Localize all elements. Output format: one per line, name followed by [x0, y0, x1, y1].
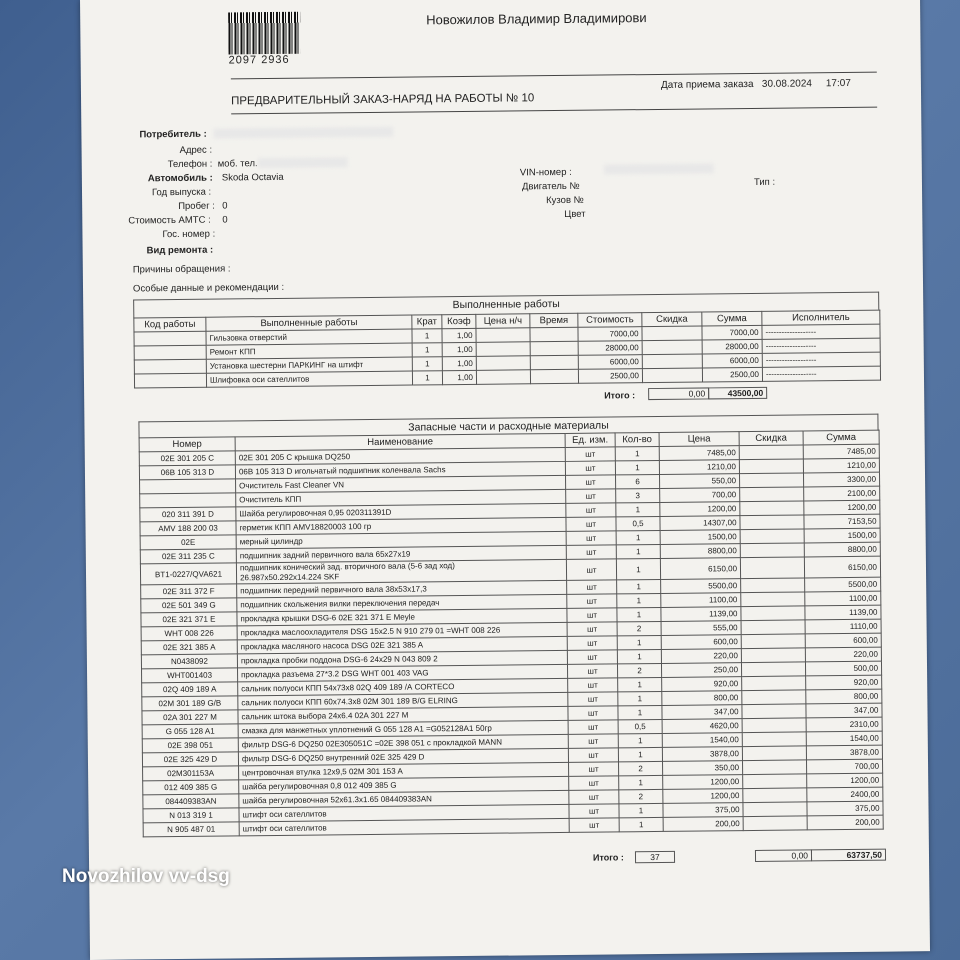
parts-cell-disc — [739, 473, 803, 488]
parts-cell-unit: шт — [569, 818, 619, 833]
parts-cell-qty: 1 — [615, 446, 659, 460]
parts-cell-disc — [741, 648, 805, 663]
works-cell-price — [476, 342, 530, 357]
cost-label: Стоимость АМТС : — [128, 214, 211, 227]
parts-cell-qty: 1 — [619, 775, 663, 789]
parts-cell-price: 375,00 — [663, 803, 743, 818]
parts-cell-price: 1200,00 — [663, 775, 743, 790]
parts-cell-disc — [741, 634, 805, 649]
works-cell-krat: 1 — [412, 329, 442, 343]
col-name: Наименование — [235, 433, 565, 450]
plate-label: Гос. номер : — [162, 228, 216, 241]
parts-total-discount: 0,00 — [755, 849, 812, 862]
col-koef: Коэф — [442, 314, 476, 328]
works-table — [133, 310, 881, 389]
parts-cell-qty: 1 — [617, 607, 661, 621]
barcode-number: 2097 2936 — [228, 53, 290, 67]
parts-cell-price: 600,00 — [661, 635, 741, 650]
parts-total-label: Итого : — [592, 852, 624, 863]
parts-cell-price: 220,00 — [661, 649, 741, 664]
parts-cell-disc — [740, 529, 804, 544]
works-cell-sum: 28000,00 — [702, 339, 762, 354]
parts-cell-num: N 013 319 1 — [143, 808, 239, 823]
works-cell-name: Установка шестерни ПАРКИНГ на штифт — [206, 357, 412, 373]
parts-cell-num: 02A 301 227 M — [142, 710, 238, 725]
parts-cell-qty: 3 — [616, 488, 660, 502]
parts-name-line1: подшипник конический зад. вторичного вала (5-6 зад ход) — [239, 561, 455, 573]
parts-cell-unit: шт — [565, 447, 615, 462]
col-qty: Кол-во — [615, 432, 659, 446]
parts-cell-price: 250,00 — [661, 663, 741, 678]
parts-cell-unit: шт — [566, 503, 616, 518]
parts-cell-price: 1139,00 — [661, 607, 741, 622]
parts-cell-unit: шт — [567, 636, 617, 651]
parts-cell-disc — [741, 578, 805, 593]
watermark-text: Novozhilov vv-dsg — [62, 866, 230, 887]
parts-cell-price: 14307,00 — [660, 516, 740, 531]
parts-cell-unit: шт — [567, 664, 617, 679]
parts-cell-unit: шт — [566, 559, 616, 581]
works-cell-executor: ------------------- — [762, 366, 880, 381]
parts-cell-qty: 1 — [617, 593, 661, 607]
parts-cell-disc — [743, 774, 807, 789]
parts-cell-sum: 375,00 — [807, 801, 883, 816]
parts-cell-sum: 6150,00 — [804, 556, 880, 578]
year-label: Год выпуска : — [151, 186, 212, 199]
parts-cell-sum: 200,00 — [807, 815, 883, 830]
parts-cell-sum: 3300,00 — [803, 472, 879, 487]
parts-cell-qty: 1 — [618, 747, 662, 761]
works-total-sum: 43500,00 — [708, 387, 767, 400]
parts-cell-num: 02E 311 372 F — [141, 584, 237, 599]
parts-name-line2: 26.987х50.292х14.224 SKF — [240, 572, 340, 583]
parts-cell-sum: 220,00 — [805, 647, 881, 662]
time-value: 17:07 — [825, 77, 851, 90]
parts-cell-num: 02M301153A — [143, 766, 239, 781]
works-cell-discount — [642, 340, 702, 355]
phone-label: Телефон : — [167, 158, 213, 171]
parts-cell-num: 020 311 391 D — [140, 507, 236, 522]
parts-table — [139, 430, 884, 838]
parts-cell-price: 7485,00 — [659, 446, 739, 461]
parts-cell-name: 02E 301 205 C крышка DQ250 — [235, 447, 565, 464]
parts-cell-name: прокладка масляного насоса DSG 02E 321 385 A — [237, 636, 567, 653]
parts-cell-price: 920,00 — [662, 677, 742, 692]
works-cell-time — [530, 369, 578, 384]
owner-name: Новожилов Владимир Владимирови — [426, 10, 647, 28]
parts-cell-num: 02E 301 205 C — [139, 451, 235, 466]
parts-cell-price: 200,00 — [663, 817, 743, 832]
parts-cell-sum: 1210,00 — [803, 458, 879, 473]
col-discount: Скидка — [739, 431, 803, 446]
parts-cell-num: 084409383AN — [143, 794, 239, 809]
parts-cell-disc — [742, 676, 806, 691]
parts-cell-unit: шт — [565, 461, 615, 476]
col-discount: Скидка — [642, 312, 702, 327]
parts-cell-name: фильтр DSG-6 DQ250 внутренний 02E 325 429 D — [238, 748, 568, 765]
parts-cell-name: прокладка крышки DSG-6 02E 321 371 E Meyle — [237, 608, 567, 625]
parts-caption: Запасные части и расходные материалы — [138, 414, 878, 439]
parts-cell-disc — [741, 620, 805, 635]
parts-cell-unit: шт — [568, 678, 618, 693]
parts-cell-name: штифт оси сателлитов — [239, 804, 569, 821]
parts-cell-name: прокладка маслоохладителя DSG 15x2.5 N 910 279 01 =WHT 008 226 — [237, 622, 567, 639]
works-cell-price — [476, 356, 530, 371]
works-cell-krat: 1 — [412, 371, 442, 385]
parts-cell-name: смазка для манжетных уплотнений G 055 128 A1 =G052128A1 50гр — [238, 720, 568, 737]
works-cell-discount — [642, 326, 702, 341]
parts-cell-name: шайба регулировочная 0,8 012 409 385 G — [239, 776, 569, 793]
works-cell-time — [530, 327, 578, 342]
parts-cell-name: герметик КПП AMV18820003 100 гр — [236, 517, 566, 534]
works-cell-discount — [642, 354, 702, 369]
parts-cell-unit: шт — [566, 489, 616, 504]
works-cell-code — [134, 373, 206, 388]
parts-cell-name: штифт оси сателлитов — [239, 818, 569, 835]
parts-cell-qty: 2 — [619, 789, 663, 803]
parts-cell-price: 3878,00 — [662, 747, 742, 762]
parts-cell-disc — [739, 445, 803, 460]
col-work: Выполненные работы — [206, 315, 412, 331]
col-code: Код работы — [134, 317, 206, 332]
special-label: Особые данные и рекомендации : — [132, 281, 285, 295]
col-sum: Сумма — [803, 430, 879, 445]
type-label: Тип : — [753, 176, 776, 188]
col-cost: Стоимость — [578, 313, 642, 328]
parts-cell-disc — [739, 459, 803, 474]
parts-cell-price: 555,00 — [661, 621, 741, 636]
parts-total-qty: 37 — [635, 851, 675, 863]
parts-cell-disc — [741, 592, 805, 607]
parts-cell-unit: шт — [569, 776, 619, 791]
parts-cell-price: 347,00 — [662, 705, 742, 720]
divider — [231, 107, 877, 115]
parts-cell-sum: 347,00 — [806, 703, 882, 718]
works-cell-cost: 6000,00 — [578, 355, 642, 370]
works-cell-sum: 2500,00 — [702, 367, 762, 382]
parts-cell-name: фильтр DSG-6 DQ250 02E305051C =02E 398 051 с прокладкой MANN — [238, 734, 568, 751]
parts-cell-sum: 1500,00 — [804, 528, 880, 543]
parts-cell-name: 06B 105 313 D игольчатый подшипник коленвала Sachs — [235, 461, 565, 478]
parts-cell-price: 1200,00 — [660, 502, 740, 517]
date-label: Дата приема заказа — [660, 78, 754, 91]
works-cell-time — [530, 355, 578, 370]
parts-cell-unit: шт — [568, 720, 618, 735]
parts-cell-disc — [740, 515, 804, 530]
parts-cell-num: 02Q 409 189 A — [142, 682, 238, 697]
works-caption: Выполненные работы — [133, 292, 879, 318]
works-cell-executor: ------------------- — [762, 352, 880, 367]
parts-cell-unit: шт — [568, 706, 618, 721]
mileage-label: Пробег : — [178, 200, 215, 212]
parts-cell-qty: 1 — [618, 691, 662, 705]
works-total-discount: 0,00 — [648, 387, 709, 400]
redacted-name — [213, 127, 393, 139]
works-cell-koef: 1,00 — [442, 328, 476, 342]
parts-cell-qty: 1 — [618, 733, 662, 747]
parts-cell-unit: шт — [569, 790, 619, 805]
parts-cell-price: 5500,00 — [661, 579, 741, 594]
works-cell-name: Ремонт КПП — [206, 343, 412, 359]
parts-cell-price: 800,00 — [662, 691, 742, 706]
parts-cell-disc — [743, 802, 807, 817]
parts-cell-qty: 1 — [619, 817, 663, 831]
col-sum: Сумма — [702, 311, 762, 326]
works-cell-krat: 1 — [412, 357, 442, 371]
parts-cell-name: подшипник передний первичного вала 38х53х17,3 — [237, 580, 567, 597]
parts-cell-sum: 1200,00 — [807, 773, 883, 788]
works-cell-executor: ------------------- — [762, 338, 880, 353]
works-cell-time — [530, 341, 578, 356]
parts-cell-num: 02E 501 349 G — [141, 598, 237, 613]
parts-cell-num — [140, 493, 236, 508]
parts-cell-disc — [740, 543, 804, 558]
parts-cell-disc — [740, 501, 804, 516]
work-order-sheet — [80, 0, 930, 960]
reasons-label: Причины обращения : — [132, 263, 231, 276]
redacted-vin — [604, 163, 714, 174]
works-cell-krat: 1 — [412, 343, 442, 357]
parts-cell-qty: 0,5 — [618, 719, 662, 733]
consumer-label: Потребитель : — [139, 128, 207, 141]
parts-cell-name: Очиститель Fast Cleaner VN — [236, 475, 566, 492]
works-cell-koef: 1,00 — [442, 342, 476, 356]
parts-cell-price: 550,00 — [660, 474, 740, 489]
works-total-label: Итого : — [604, 390, 636, 401]
parts-cell-name: сальник полуоси КПП 60x74.3x8 02M 301 189 B/G ELRING — [238, 692, 568, 709]
parts-cell-num: N0438092 — [141, 654, 237, 669]
parts-cell-disc — [741, 606, 805, 621]
parts-cell-sum: 1200,00 — [804, 500, 880, 515]
parts-cell-sum: 1139,00 — [805, 605, 881, 620]
parts-cell-name: шайба регулировочная 52x61.3x1.65 084409383AN — [239, 790, 569, 807]
parts-cell-name: подшипник задний первичного вала 65х27х19 — [236, 545, 566, 562]
parts-cell-name: сальник полуоси КПП 54x73x8 02Q 409 189 /А CORTECO — [238, 678, 568, 695]
parts-cell-num — [140, 479, 236, 494]
parts-cell-qty: 1 — [617, 649, 661, 663]
parts-cell-qty: 6 — [616, 474, 660, 488]
parts-cell-unit: шт — [569, 762, 619, 777]
parts-cell-qty: 1 — [618, 705, 662, 719]
col-number: Номер — [139, 437, 235, 452]
parts-cell-num: 06B 105 313 D — [139, 465, 235, 480]
parts-cell-price: 1540,00 — [662, 733, 742, 748]
parts-cell-unit: шт — [567, 580, 617, 595]
parts-cell-sum: 7485,00 — [803, 444, 879, 459]
parts-cell-unit: шт — [568, 734, 618, 749]
parts-cell-name: мерный цилиндр — [236, 531, 566, 548]
parts-cell-sum: 1540,00 — [806, 731, 882, 746]
parts-cell-qty: 1 — [617, 579, 661, 593]
parts-cell-qty: 1 — [616, 558, 660, 579]
parts-cell-disc — [743, 760, 807, 775]
parts-cell-disc — [743, 788, 807, 803]
works-cell-price — [476, 370, 530, 385]
parts-cell-sum: 1100,00 — [805, 591, 881, 606]
body-label: Кузов № — [546, 194, 584, 207]
works-cell-koef: 1,00 — [442, 370, 476, 384]
redacted-phone — [258, 157, 348, 168]
parts-cell-unit: шт — [566, 545, 616, 560]
cost-value: 0 — [222, 214, 228, 226]
parts-total-sum: 63737,50 — [811, 849, 886, 862]
works-cell-name: Гильзовка отверстий — [206, 329, 412, 345]
parts-cell-num: 02E 321 385 A — [141, 640, 237, 655]
works-cell-code — [134, 345, 206, 360]
address-label: Адрес : — [179, 144, 213, 156]
parts-cell-price: 4620,00 — [662, 719, 742, 734]
col-krat: Крат — [412, 315, 442, 329]
parts-cell-unit: шт — [567, 650, 617, 665]
parts-cell-price: 1500,00 — [660, 530, 740, 545]
car-label: Автомобиль : — [147, 172, 213, 185]
date-value: 30.08.2024 — [761, 78, 812, 90]
works-cell-cost: 28000,00 — [578, 341, 642, 356]
parts-cell-qty: 1 — [618, 677, 662, 691]
phone-value: моб. тел. — [217, 158, 258, 170]
parts-cell-price: 1210,00 — [659, 460, 739, 475]
order-date — [661, 78, 851, 91]
works-cell-sum: 6000,00 — [702, 353, 762, 368]
parts-cell-name: подшипник скольжения вилки переключения передач — [237, 594, 567, 611]
col-price: Цена — [659, 432, 739, 447]
parts-cell-num: 02E 321 371 E — [141, 612, 237, 627]
car-value: Skoda Octavia — [221, 171, 284, 184]
parts-cell-qty: 1 — [615, 460, 659, 474]
parts-cell-unit: шт — [568, 748, 618, 763]
parts-cell-sum: 2100,00 — [804, 486, 880, 501]
parts-cell-disc — [742, 704, 806, 719]
parts-cell-sum: 7153,50 — [804, 514, 880, 529]
parts-cell-qty: 0,5 — [616, 516, 660, 530]
parts-cell-sum: 800,00 — [806, 689, 882, 704]
parts-cell-sum: 3878,00 — [806, 745, 882, 760]
parts-cell-unit: шт — [567, 594, 617, 609]
parts-cell-disc — [741, 662, 805, 677]
works-cell-cost: 7000,00 — [578, 327, 642, 342]
parts-cell-name: сальник штока выбора 24x6.4 02A 301 227 M — [238, 706, 568, 723]
parts-cell-disc — [742, 690, 806, 705]
parts-cell-disc — [740, 487, 804, 502]
parts-cell-num: N 905 487 01 — [143, 822, 239, 837]
parts-cell-price: 350,00 — [663, 761, 743, 776]
parts-cell-num: WHT 008 226 — [141, 626, 237, 641]
parts-cell-name: Очиститель КПП — [236, 489, 566, 506]
col-time: Время — [530, 313, 578, 328]
parts-cell-qty: 1 — [619, 803, 663, 817]
document-title: ПРЕДВАРИТЕЛЬНЫЙ ЗАКАЗ-НАРЯД НА РАБОТЫ № 10 — [231, 92, 535, 108]
parts-cell-sum: 600,00 — [805, 633, 881, 648]
parts-cell-unit: шт — [567, 622, 617, 637]
parts-cell-num: 02E 311 235 C — [140, 549, 236, 564]
parts-cell-name: Шайба регулировочная 0,95 020311391D — [236, 503, 566, 520]
parts-cell-sum: 500,00 — [805, 661, 881, 676]
parts-cell-num: G 055 128 A1 — [142, 724, 238, 739]
parts-cell-qty: 1 — [616, 502, 660, 516]
parts-cell-num: 02M 301 189 G/B — [142, 696, 238, 711]
works-cell-code — [134, 359, 206, 374]
parts-cell-unit: шт — [566, 517, 616, 532]
parts-cell-num: 012 409 385 G — [143, 780, 239, 795]
engine-label: Двигатель № — [521, 180, 580, 193]
parts-cell-disc — [743, 816, 807, 831]
works-cell-name: Шлифовка оси сателлитов — [206, 371, 412, 387]
parts-cell-sum: 700,00 — [806, 759, 882, 774]
parts-cell-price: 6150,00 — [660, 558, 740, 580]
parts-cell-qty: 1 — [617, 635, 661, 649]
works-cell-koef: 1,00 — [442, 356, 476, 370]
parts-cell-num: 02E 398 051 — [142, 738, 238, 753]
parts-cell-sum: 8800,00 — [804, 542, 880, 557]
parts-cell-qty: 2 — [617, 621, 661, 635]
col-unit: Ед. изм. — [565, 433, 615, 448]
parts-cell-sum: 5500,00 — [805, 577, 881, 592]
parts-cell-price: 1200,00 — [663, 789, 743, 804]
parts-cell-qty: 1 — [616, 530, 660, 544]
works-cell-sum: 7000,00 — [702, 325, 762, 340]
parts-cell-name: прокладка пробки поддона DSG-6 24x29 N 043 809 2 — [237, 650, 567, 667]
parts-cell-qty: 1 — [616, 544, 660, 558]
parts-cell-sum: 2310,00 — [806, 717, 882, 732]
col-price: Цена н/ч — [476, 314, 530, 329]
parts-cell-unit: шт — [566, 475, 616, 490]
works-cell-discount — [642, 368, 702, 383]
vin-label: VIN-номер : — [519, 166, 572, 179]
parts-cell-disc — [742, 732, 806, 747]
works-cell-price — [476, 328, 530, 343]
parts-cell-price: 700,00 — [660, 488, 740, 503]
parts-cell-unit: шт — [568, 692, 618, 707]
col-executor: Исполнитель — [762, 310, 880, 325]
parts-cell-disc — [742, 746, 806, 761]
parts-cell-qty: 2 — [619, 761, 663, 775]
parts-cell-disc — [742, 718, 806, 733]
parts-cell-unit: шт — [566, 531, 616, 546]
parts-cell-name: центровочная втулка 12x9,5 02M 301 153 A — [239, 762, 569, 779]
parts-cell-qty: 2 — [617, 663, 661, 677]
parts-cell-name: прокладка разъема 27*3.2 DSG WHT 001 403 VAG — [238, 664, 568, 681]
works-cell-code — [134, 331, 206, 346]
parts-cell-disc — [740, 557, 804, 579]
parts-cell-price: 1100,00 — [661, 593, 741, 608]
parts-cell-unit: шт — [569, 804, 619, 819]
barcode — [228, 12, 300, 55]
repair-type-label: Вид ремонта : — [146, 244, 214, 257]
parts-cell-sum: 2400,00 — [807, 787, 883, 802]
works-cell-cost: 2500,00 — [578, 369, 642, 384]
color-label: Цвет — [564, 208, 586, 220]
parts-cell-unit: шт — [567, 608, 617, 623]
mileage-value: 0 — [222, 200, 228, 212]
works-cell-executor: ------------------- — [762, 324, 880, 339]
parts-cell-price: 8800,00 — [660, 544, 740, 559]
parts-cell-num: WHT001403 — [142, 668, 238, 683]
parts-cell-num: AMV 188 200 03 — [140, 521, 236, 536]
parts-cell-num: 02E 325 429 D — [142, 752, 238, 767]
parts-cell-num: 02E — [140, 535, 236, 550]
parts-cell-num: BT1-0227/QVA621 — [140, 563, 236, 585]
parts-cell-sum: 1110,00 — [805, 619, 881, 634]
parts-cell-sum: 920,00 — [806, 675, 882, 690]
